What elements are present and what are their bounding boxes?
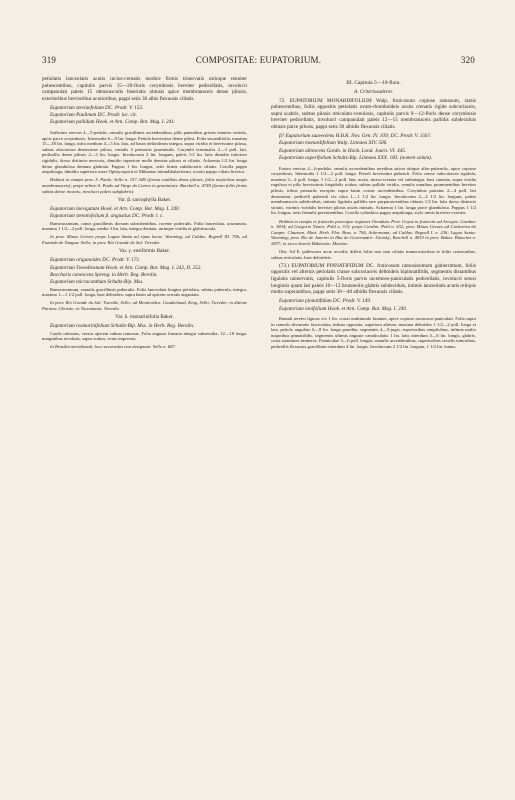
running-header: [42, 55, 475, 65]
synonym: Eupatorium micracanthum Schultz-Bip. Mss.: [50, 279, 144, 286]
synonym-list: [271, 133, 476, 162]
variety-habitat: In prov. Minas Geraes prope Lagoa Santa ad ripas lacus: Warming; ad Caldas: Regnell III. 70b; ad Fazenda de Tangua: Sello; in prov. Rio Grande do Sul: Tweedie.: [42, 234, 247, 245]
page-number-right: 320: [460, 55, 475, 65]
variety-habitat: In Brasilia meridionali, loco accuratius non designato: Sello n. 687.: [50, 344, 176, 350]
synonym: Eupatorium ionifolium Hook. et Arn. Comp. Bot. Mag. I. 240.: [279, 305, 408, 312]
continued-description: petiolatis lanceolatis acutis inciso-crenatis modice firmis trinervatis utrinque tenuiter pubescentibus, capitulis parvis 15—20-floris corymbosis breviter pedicellatis, involucri campanulati paleis 15 obtusiusculis biseriatis obtusis apice membranaceis dense pilosis, exterioribus brevioribus acutioribus, pappi setis 30 albis flexuosis ciliatis.: [42, 76, 247, 102]
synonym: Eupatorium origanoides DC. Prodr. V. 171.: [50, 257, 141, 264]
synonym: Eupatorium asperifolium Schultz-Bip. Linnaea XXX. 183. (nomen solum).: [279, 155, 433, 162]
variety-habitat: In prov. Rio Grande do Sul: Tweedie, Sello; ad Montevideo: Gaudichaud, King, Sello; Tweedie; in ditione Parana: Christie; in Tucumania: Tweedie.: [42, 300, 247, 312]
species-description: Frutex erectus 4—6-pedalis, ramulis ascendentibus teretibus stricte ubique albo-puberulis, apice copiose corymbosis. Internodia 1 1/2—2 poll. longa. Petioli brevissimi puberuli. Folia crasse subcoriacea rigidula, maxima 3—4 poll. longa, 1 1/2—2 poll. lata, acuta, inciso-crenata vel subintegra, basi cuneata, supra viridia rugulosa et pilis brevissimis hispidulis scabra, subtus pallide viridia, venulis omnibus prominentibus breviter pilosis, tribus primariis exceptis supra basin costae ascendentibus. Corymbus pariatus 2—4 poll. lati densissimi; pedicelli puberuli vix ultra 1—1 1/2 lin. longis. Involucrum 2—2 1/2 lin. longum, paleis membranaceis subdeciduis, intimis ligulatis pallidis rare purpurascentibus obtusis 1/2 lin. latis dorso distincte striatis, extimis viridulis breviter pilosis acutis minutis. Achaenia 1 lin. longa parce glandulosa. Pappus 1 1/2 lin. longus, setis firmulis persistentibus. Corolla cylindrica pappo aequilonga, stylo ramis breviter exsertis.: [271, 165, 476, 216]
running-title: COMPOSITAE: EUPATORIUM.: [195, 55, 322, 65]
synonym: Eupatorium pinnatifidum DC. Prodr. V. 149.: [279, 298, 372, 305]
synonym: Eupatorium stenolofolium β. angustius DC. Prodr. l. c.: [50, 213, 164, 220]
page-number-left: 319: [42, 55, 57, 65]
species-description: Ramuli teretes lignosi vix 1 lin. crassi multimodo brunnei, apice copiose racemoso-paniculati. Folia supra in ramulis decurtatis fasciculata, infima opposita, superiora alterna, maxima deltoidea 1 1/2—2 poll. longa et lata, petiolo angulato 6—8 lin. longo praedita, segmentis 4—5-jugis, superioribus simplicibus, infimis multo majoribus pinnatifidis, segmentis ultimis anguste canaliculatis 1 lin. latis interdum 3—6 lin. longis, glabris, costa straminea immersa. Panniculae 3—6 poll. longae, ramulis ascendentibus, superioribus sessilis minoribus, pedicellis flexuosis gracillimis interdum 4 lin. longis. Involucrum 2 1/2 lin. longum, 1 1/2 lin. latum,: [271, 316, 476, 350]
variety-heading: Var. β. sarcophylla Baker.: [117, 196, 172, 203]
synonym-list: [42, 105, 247, 126]
species-description: Suffrutex erectus 4—5-pedalis, ramulis gracillimis ascendentibus, pilis patentibus griseis tenuiter vestitis, apice parce corymbosis. Internodia 6—9 lin. longa. Petiola brevissimi dense pilosi. Folia secundifolia, maxima 15—18 lin. longa, infra medium 4—5 lin. lata, ad basin deltoideum integra, supra viridia et brevissime pilosa, subtus obscuriora densissime pilosa, venulis 3 primariis prominulis. Corymbi terminales 2—3 poll. lati, pedicellis dense pilosis 2—3 lin. longis. Involucrum 2 lin. longum, paleis 1/2 lin. latis dimidio inferiore rigidulis, dorso distincte nervosis, dimidio superiore molle densius pilosis et ciliatis. Achaenia 1/2 lin. longa dense glandulosa demum glabrata. Pappus 1 lin. longus, setis firmis subdiscretis ciliatis. Corolla pappo aequilonga, dimidio superiore more Ophryosporii et Mikaniae infundibulaeformi, ovario pappo ciliato brevior.: [42, 130, 247, 175]
variety-description: Caulis robustus, versus apicem subtus ramosus. Folia angusta linearia integra subsessilia, 12—18 longa, marginibus revolutis, supra scabra, venis impressis.: [42, 330, 247, 342]
subsection-heading: A. Criteriosaderm.: [353, 88, 394, 95]
observation-note: Obs. Ad E. pallescens arcte accedit; differt foliis non tam ciliatis numerosioribus et foliis crassioribus, subtus reticulatis, basi deltoideis.: [271, 249, 476, 260]
synonym: Eupatorium Tweedieanum Hook. et Arn. Comp. Bot. Mag. I. 242, II. 252.: [50, 264, 202, 271]
variety-heading: Var. δ. rosmarinifolia Baker.: [115, 314, 174, 321]
variety-heading: Var. γ. ensiformis Baker.: [119, 248, 170, 255]
synonym: Eupatorium laevigatum Hook. et Arn. Comp. Bot. Mag. I. 240.: [50, 205, 180, 212]
variety-description: Ramosissimum, ramis gracillimis dorsum subrubentibus, raceme puberulis. Folia lanceolata, acuminata, maxima 1 1/2—2 poll. longa, media 3 lin. lata, integra dentata, utrinque viridia et glabriuscula.: [42, 220, 247, 232]
synonym: Eupatorium Paulinum DC. Prodr. loc. cit.: [50, 112, 137, 119]
variety-description: Ramosissimum, ramulis gracillimis puberulis. Folia lanceolata longius petiolata, subtus puberula, integra, maxima 1—1 1/2 poll. longa, basi deltoidea, supra basin ad apicem serratis angustata.: [42, 286, 247, 298]
synonym: Eupatorium albescens Gardn. in Hook. Lond. Journ. VI. 445.: [279, 147, 407, 154]
section-heading: III. Capitula 5—10-flora.: [346, 80, 401, 86]
synonym: Eupatorium rosmarinifolium Schultz-Bip. Mss. in Herb. Reg. Berolin.: [50, 323, 195, 330]
habitat-text: Habitat in campis et fruticetis praecipue regiones Oreadum. Prov. Goyaz in fruticetis ad Arrayas: Gardner n. 3834; ad Gregorio Nunes: Pohl n. 315; prope Cardim: Pohl n. 432; prov. Minas Geraes ad Cachoeira do Campo: Claussen, Mart. Herb. Flor. Bras. n. 706, Ackermann; ad Caldas: Regnell I. n. 236; Lagoa Santa: Warming; prov. Rio de Janeiro in Ilha do Governador: Lhotsky; Burchell n. 4810 in prov. Bahia: Blanchet n. 2857; in sicco deserti Bahiensis: Martius.: [271, 218, 476, 246]
synonym: Baccharis canescens Spreng. in Herb. Reg. Berolin.: [50, 271, 158, 278]
synonym: Eupatorium pallidum Hook. et Arn. Comp. Bot. Mag. I. 241.: [50, 119, 176, 126]
synonym: Eupatorium steviaefolium DC. Prodr. V. 153.: [50, 104, 144, 111]
synonym: β? Eupatorium suaveolens H.B.K. Nov. Gen. IV. 109; DC. Prodr. V. 156?.: [279, 133, 432, 140]
left-column: [42, 76, 247, 353]
habitat-text: Habitat in campis prov. S. Paulo: Sello n. 157, 685 (forma caulibus dense pilosis; foliis majoribus magis membranaceis); prope urbem S. Paulo ad Varge do Carmo in graminosis: Burchell n. 4749 (forma foliis firmis subtus dense incanis; involucri paleis subglabris).: [42, 177, 247, 194]
synonym: Eupatorium monardifolium Walp. Linnaea XIV. 506.: [279, 140, 388, 147]
species-73-diagnosis: (73.) EUPATORIUM PINNATIFIDUM DC. fruticosum ramosissimum glaberrimum, foliis oppositis vel alternis petiolatis crasse subcoriaceis deltoideis bipinnatifidis, segmentis distantibus ligulatis uninervatis, capitulis 5-floris parvis racemoso-paniculatis pedicellatis, involucri setosi longioris quam lati paleis 10—12 brunneolis glabris subdeciduis, intimis lanceolatis acutis reliquis multo superantibus, pappi setis 30—40 albidis flexuosis ciliatis.: [271, 262, 476, 296]
synonym-list: [271, 298, 476, 312]
species-72-diagnosis: 72. EUPATORIUM MONARDIFOLIUM Walp. fruticosum copiose ramosum, ramis pubescentibus, foliis oppositis petiolatis ovato-rhomboideis acutis crenatis rigide subcoriaceis, supra scabris, subtus pilosis reticulato-venulosis, capitulis parvis 9—12-floris dense corymbosis breviter pedicellatis, involucri campanulati paleis 12—15 membranaceis pallidis subdeciduis obtusis parce pilosis, pappi setis 30 albidis flexuosis ciliatis.: [271, 97, 476, 130]
right-column: [271, 76, 476, 352]
